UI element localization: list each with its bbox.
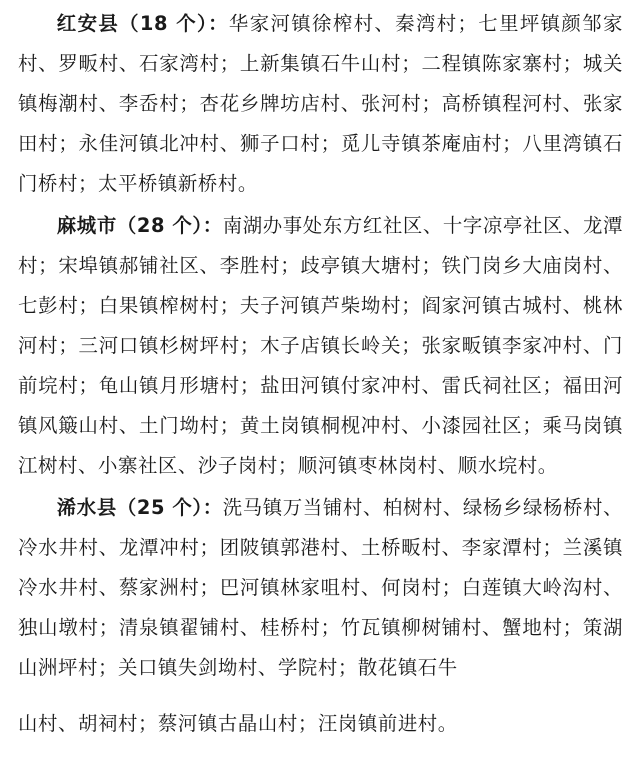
section-hongan	[18, 4, 623, 204]
section-xishui	[18, 488, 623, 688]
section-text-macheng: 南湖办事处东方红社区、十字凉亭社区、龙潭村；宋埠镇郝铺社区、李胜村；歧亭镇大塘村；铁门岗乡大庙岗村、七彭村；白果镇榨树村；夫子河镇芦柴坳村；阎家河镇古城村、桃林河村；三河口镇杉树坪村；木子店镇长岭关；张家畈镇李家冲村、门前垸村；龟山镇月形塘村；盐田河镇付家冲村、雷氏祠社区；福田河镇风簸山村、土门坳村；黄土岗镇桐枧冲村、小漆园社区；乘马岗镇江树村、小寨社区、沙子岗村；顺河镇枣林岗村、顺水垸村。	[18, 214, 623, 477]
section-label-hongan: 红安县（18 个）：	[56, 12, 229, 35]
section-text-xishui: 洗马镇万当铺村、柏树村、绿杨乡绿杨桥村、冷水井村、龙潭冲村；团陂镇郭港村、土桥畈村、李家潭村；兰溪镇冷水井村、蔡家洲村；巴河镇林家咀村、何岗村；白莲镇大岭沟村、独山墩村；清泉镇翟铺村、桂桥村；竹瓦镇柳树铺村、蟹地村；策湖山洲坪村；关口镇失剑坳村、学院村；散花镇石牛	[18, 496, 623, 679]
section-macheng	[18, 206, 623, 486]
section-text-hongan: 华家河镇徐榨村、秦湾村；七里坪镇颜邹家村、罗畈村、石家湾村；上新集镇石牛山村；二程镇陈家寨村；城关镇梅潮村、李岙村；杏花乡牌坊店村、张河村；高桥镇程河村、张家田村；永佳河镇北冲村、狮子口村；觅儿寺镇茶庵庙村；八里湾镇石门桥村；太平桥镇新桥村。	[18, 12, 623, 195]
section-label-macheng: 麻城市（28 个）：	[56, 214, 223, 237]
section-label-xishui: 浠水县（25 个）：	[56, 496, 223, 519]
section-xishui-continuation: 山村、胡祠村；蔡河镇古晶山村；汪岗镇前进村。	[18, 712, 458, 735]
